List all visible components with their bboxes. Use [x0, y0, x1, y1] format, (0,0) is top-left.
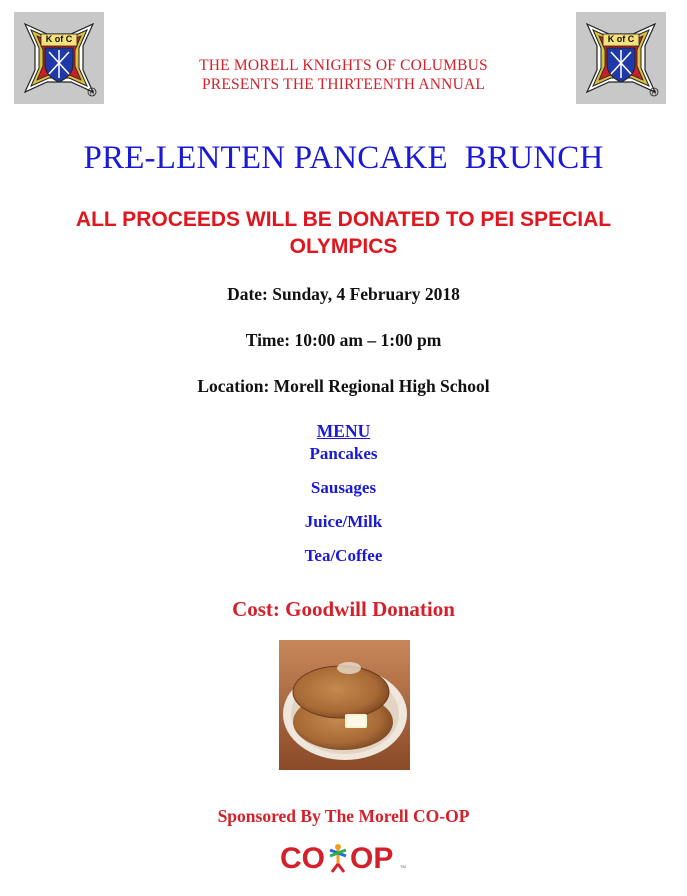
coop-logo-icon — [278, 838, 408, 878]
event-time: Time: 10:00 am – 1:00 pm — [245, 330, 442, 350]
presenter-line-1: THE MORELL KNIGHTS OF COLUMBUS — [199, 57, 488, 74]
svg-text:R: R — [89, 90, 95, 97]
event-date: Date: Sunday, 4 February 2018 — [227, 284, 460, 304]
event-title: PRE-LENTEN PANCAKE BRUNCH — [83, 140, 604, 176]
proceeds-line-1: ALL PROCEEDS WILL BE DONATED TO PEI SPECIAL — [75, 208, 612, 231]
svg-text:R: R — [651, 90, 657, 97]
kofc-banner-text: K of C — [607, 34, 635, 44]
proceeds-line-2: OLYMPICS — [289, 235, 398, 258]
menu-item: Sausages — [310, 478, 377, 497]
svg-text:CO: CO — [280, 842, 325, 875]
pancake-photo — [279, 640, 410, 770]
proceeds-notice — [20, 206, 667, 260]
svg-text:OP: OP — [350, 842, 394, 875]
svg-text:TM: TM — [400, 864, 406, 869]
menu-item: Tea/Coffee — [304, 546, 383, 565]
menu-item: Juice/Milk — [304, 512, 383, 531]
coop-logo — [278, 838, 408, 878]
menu-heading: MENU — [316, 421, 371, 441]
pancake-photo — [279, 640, 410, 770]
kofc-banner-text: K of C — [45, 34, 73, 44]
menu-item: Pancakes — [309, 444, 378, 463]
event-location: Location: Morell Regional High School — [197, 376, 490, 396]
presenter-line-2: PRESENTS THE THIRTEENTH ANNUAL — [201, 76, 486, 93]
presenter-block — [0, 56, 687, 94]
cost-line: Cost: Goodwill Donation — [232, 597, 455, 621]
sponsor-line: Sponsored By The Morell CO-OP — [217, 806, 470, 826]
